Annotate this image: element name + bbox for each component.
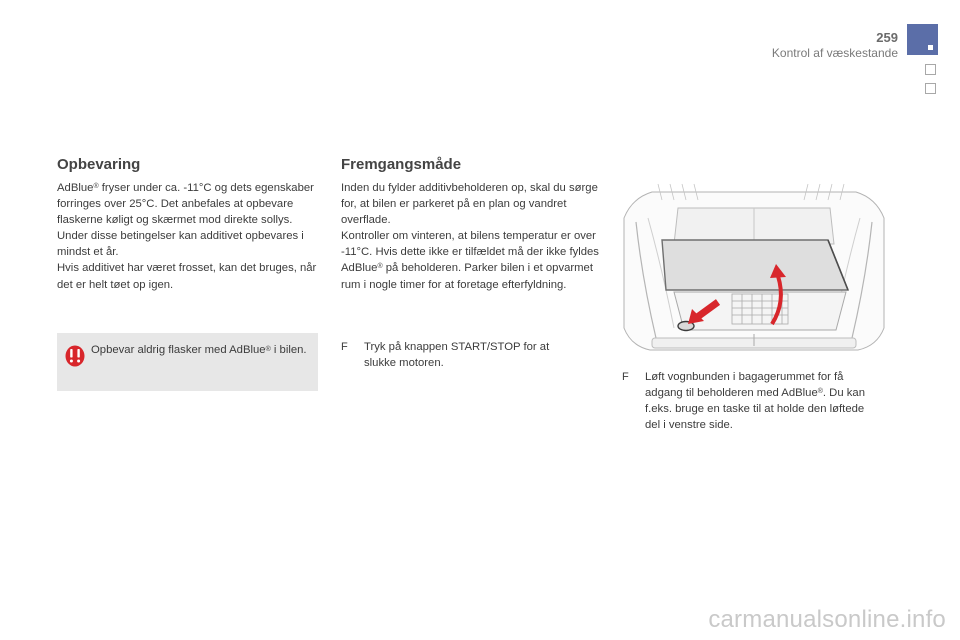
storage-paragraph: Under disse betingelser kan additivet opbevares i mindst et år.	[57, 230, 304, 259]
step-stop-engine	[341, 339, 581, 371]
warning-icon	[65, 345, 85, 367]
watermark: carmanualsonline.info	[708, 606, 946, 633]
storage-body	[57, 180, 319, 293]
step-bullet-icon: F	[622, 371, 629, 383]
chapter-tab-marker	[907, 24, 938, 55]
step-text: Tryk på knappen START/STOP for at slukke motoren.	[364, 341, 550, 369]
section-heading-storage: Opbevaring	[57, 156, 141, 173]
page-number: 259	[876, 30, 898, 45]
warning-text: Opbevar aldrig flasker med AdBlue® i bilen.	[91, 344, 307, 356]
storage-paragraph: AdBlue® fryser under ca. -11°C og dets egenskaber forringes over 25°C. Det anbefales at opbevare flaskerne køligt og skærmet mod direkte sollys.	[57, 182, 314, 227]
chapter-tab-outline	[925, 83, 936, 94]
step-text: Løft vognbunden i bagagerummet for få adgang til beholderen med AdBlue®. Du kan f.eks. bruge en taske til at holde den løftede del i venstre side.	[645, 371, 865, 431]
step-lift-floor	[622, 369, 874, 433]
trunk-floor-illustration	[622, 178, 886, 354]
section-heading-procedure: Fremgangsmåde	[341, 156, 462, 173]
chapter-title: Kontrol af væskestande	[771, 46, 898, 60]
warning-box	[57, 333, 318, 391]
chapter-tab-outline	[925, 64, 936, 75]
procedure-paragraph: Kontroller om vinteren, at bilens temperatur er over -11°C. Hvis dette ikke er tilfældet må der ikke fyldes AdBlue® på beholderen. Parker bilen i et opvarmet rum i nogle timer for at foretage efterfyldning.	[341, 230, 599, 291]
step-bullet-icon: F	[341, 341, 348, 353]
procedure-body	[341, 180, 599, 293]
procedure-paragraph: Inden du fylder additivbeholderen op, skal du sørge for, at bilen er parkeret på en plan og vandret overflade.	[341, 182, 598, 227]
storage-paragraph: Hvis additivet har været frosset, kan det bruges, når det er helt tøet op igen.	[57, 262, 317, 291]
